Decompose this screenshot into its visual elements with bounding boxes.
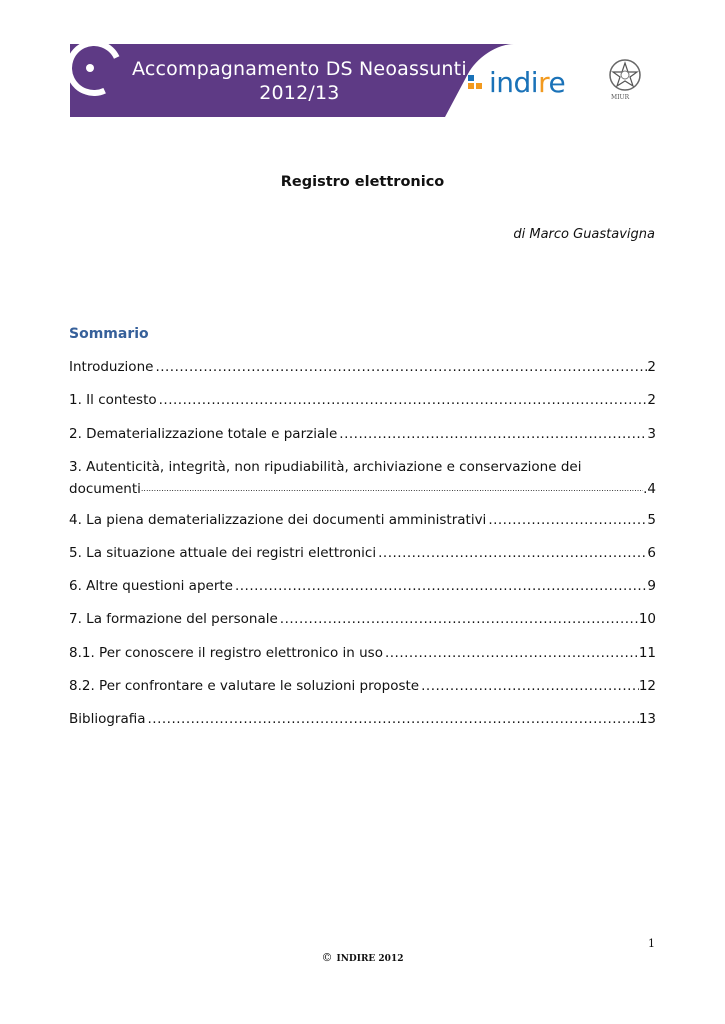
toc-entry-page: .4 xyxy=(643,481,656,497)
toc-entry[interactable]: Introduzione ..... 2 xyxy=(69,356,656,378)
document-title: Registro elettronico xyxy=(280,174,445,190)
italian-emblem-icon xyxy=(608,58,642,92)
toc-entry-line2: documenti xyxy=(69,481,141,497)
toc-entry-line1: 3. Autenticità, integrità, non ripudiabilità, archiviazione e conservazione dei xyxy=(69,459,582,475)
logo-squares-icon xyxy=(468,75,484,89)
copyright-text: INDIRE 2012 xyxy=(336,954,404,964)
document-author: di Marco Guastavigna xyxy=(513,227,655,242)
toc-entry[interactable]: 1. Il contesto ..... 2 xyxy=(69,389,656,411)
page-number: 1 xyxy=(648,937,655,950)
indire-logo xyxy=(468,62,565,102)
toc-entry[interactable]: 4. La piena dematerializzazione dei documenti amministrativi ..... 5 xyxy=(69,509,656,531)
toc-entry[interactable]: 2. Dematerializzazione totale e parziale ..... 3 xyxy=(69,423,656,445)
banner-line1: Accompagnamento DS Neoassunti xyxy=(132,58,467,80)
circle-logo-icon xyxy=(70,44,130,104)
toc-entry[interactable] xyxy=(69,456,656,500)
toc-entry[interactable]: 6. Altre questioni aperte ..... 9 xyxy=(69,575,656,597)
toc-entry[interactable]: 7. La formazione del personale ..... 10 xyxy=(69,608,656,630)
header-banner xyxy=(70,44,655,117)
ministry-label: MIUR xyxy=(611,94,630,101)
toc-entry[interactable]: Bibliografia ..... 13 xyxy=(69,708,656,730)
toc-entry[interactable]: 8.1. Per conoscere il registro elettronico in uso ..... 11 xyxy=(69,642,656,664)
copyright-symbol: © xyxy=(321,951,333,964)
footer-copyright xyxy=(0,951,725,964)
banner-line2: 2012/13 xyxy=(259,82,340,104)
indire-logo-text: indire xyxy=(489,65,566,99)
toc-entry[interactable]: 5. La situazione attuale dei registri elettronici ..... 6 xyxy=(69,542,656,564)
banner-title xyxy=(132,57,467,105)
toc-entry[interactable]: 8.2. Per confrontare e valutare le soluzioni proposte ..... 12 xyxy=(69,675,656,697)
toc-heading: Sommario xyxy=(69,326,149,342)
circle-dot-icon xyxy=(86,64,94,72)
